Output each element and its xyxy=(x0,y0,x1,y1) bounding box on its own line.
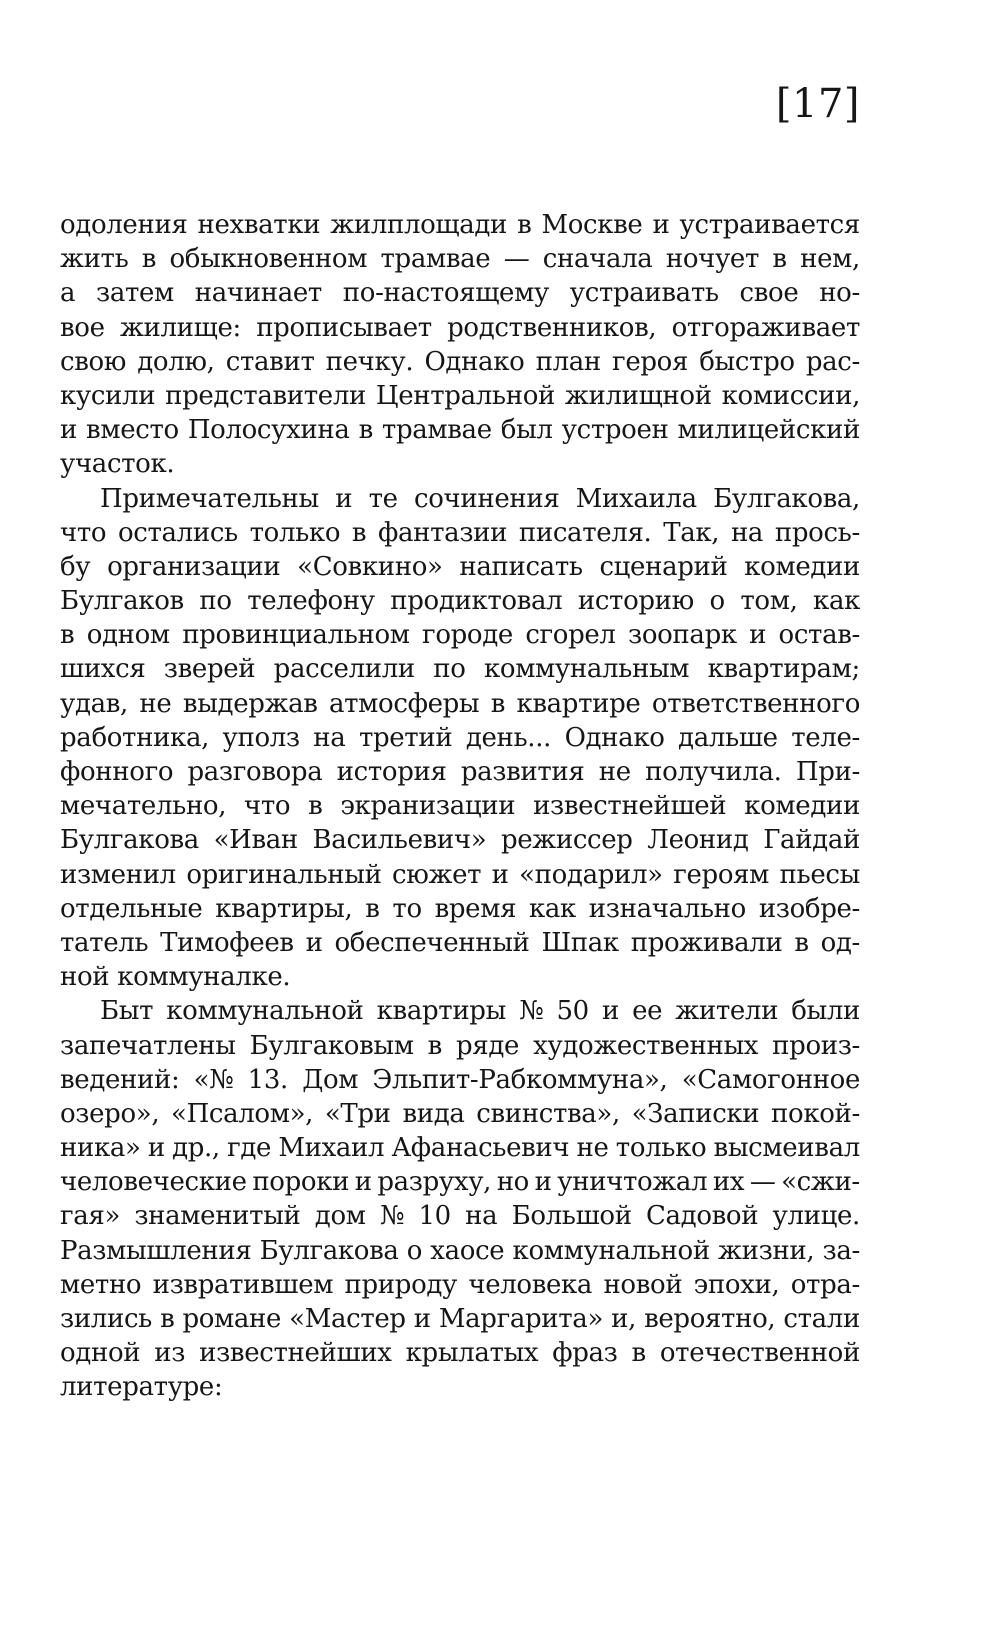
text-line: ведений: «№ 13. Дом Эльпит-Рабкоммуна», «Самогонное xyxy=(60,1064,860,1095)
text-line: свою долю, ставит печку. Однако план героя быстро рас- xyxy=(60,346,860,377)
text-line: в одном провинциальном городе сгорел зоопарк и остав- xyxy=(60,620,860,651)
text-line: озеро», «Псалом», «Три вида свинства», «Записки покой- xyxy=(60,1098,860,1129)
text-line: литературе: xyxy=(60,1372,223,1403)
text-line: одной из известнейших крылатых фраз в отечественной xyxy=(60,1338,860,1369)
text-line: ника» и др., где Михаил Афанасьевич не только высмеивал xyxy=(60,1133,860,1164)
text-line: участок. xyxy=(60,449,175,480)
text-line: вое жилище: прописывает родственников, отгораживает xyxy=(60,312,860,343)
page-number: [17] xyxy=(775,81,860,127)
text-line: Булгакова «Иван Васильевич» режиссер Леонид Гайдай xyxy=(60,825,860,856)
text-line: работника, уполз на третий день... Однако дальше теле- xyxy=(60,722,860,753)
text-line: что остались только в фантазии писателя. Так, на прось- xyxy=(60,517,860,548)
body-text xyxy=(60,208,860,1405)
text-line: Размышления Булгакова о хаосе коммунальной жизни, за- xyxy=(60,1235,860,1266)
text-line: Примечательны и те сочинения Михаила Булгакова, xyxy=(100,483,860,514)
text-line: человеческие пороки и разруху, но и уничтожал их — «сжи- xyxy=(60,1167,860,1198)
text-line: Булгаков по телефону продиктовал историю о том, как xyxy=(60,586,860,617)
text-line: а затем начинает по-настоящему устраивать свое но- xyxy=(60,278,860,309)
text-line: одоления нехватки жилплощади в Москве и устраивается xyxy=(60,210,860,240)
text-line: фонного разговора история развития не получила. При- xyxy=(60,757,860,787)
text-line: Быт коммунальной квартиры № 50 и ее жители были xyxy=(100,996,860,1027)
text-line: запечатлены Булгаковым в ряде художественных произ- xyxy=(60,1030,860,1061)
text-line: жить в обыкновенном трамвае — сначала ночует в нем, xyxy=(60,244,860,275)
text-line: зились в романе «Мастер и Маргарита» и, вероятно, стали xyxy=(60,1304,860,1334)
text-line: кусили представители Центральной жилищной комиссии, xyxy=(60,380,860,411)
text-line: шихся зверей расселили по коммунальным квартирам; xyxy=(60,654,860,685)
text-line: татель Тимофеев и обеспеченный Шпак проживали в од- xyxy=(60,927,860,958)
text-line: метно извратившем природу человека новой эпохи, отра- xyxy=(60,1269,860,1300)
text-line: удав, не выдержав атмосферы в квартире ответственного xyxy=(60,688,860,719)
text-line: мечательно, что в экранизации известнейшей комедии xyxy=(60,791,860,822)
text-line: отдельные квартиры, в то время как изначально изобре- xyxy=(60,893,860,924)
text-line: и вместо Полосухина в трамвае был устроен милицейский xyxy=(60,415,860,446)
text-line: изменил оригинальный сюжет и «подарил» героям пьесы xyxy=(60,859,860,890)
text-line: бу организации «Совкино» написать сценарий комедии xyxy=(60,551,860,582)
text-line: ной коммуналке. xyxy=(60,962,291,993)
text-line: гая» знаменитый дом № 10 на Большой Садовой улице. xyxy=(60,1201,860,1232)
